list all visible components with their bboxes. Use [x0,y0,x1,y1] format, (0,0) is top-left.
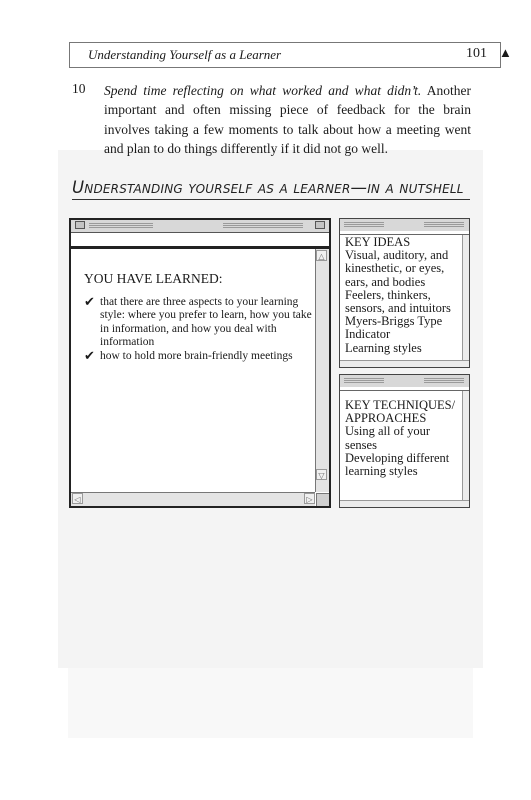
list-item-number: 10 [72,81,86,96]
key-ideas-window [339,218,470,368]
horizontal-scrollbar[interactable] [71,492,315,506]
learned-list [84,296,312,363]
up-arrow-icon: ▲ [499,45,512,60]
list-item [84,350,312,363]
scroll-up-icon[interactable]: △ [316,250,327,261]
resize-handle-icon[interactable] [316,493,329,506]
window-title: KEY IDEAS [345,235,411,249]
list-item-body: Another important and often missing piece of feedback for the brain involves taking a few moments to talk about how a meeting went and plan to do things differently if it did not go well. [104,83,471,156]
list-item: Visual, auditory, and kinesthetic, or eyes, ears, and bodies [345,248,449,289]
vertical-scrollbar[interactable] [315,249,329,492]
titlebar-stripes [424,378,464,384]
zoom-box-icon[interactable] [315,221,325,229]
section-heading: Understanding yourself as a learner—in a nutshell [72,178,464,197]
scroll-down-icon[interactable]: ▽ [316,469,327,480]
list-item: Learning styles [345,340,422,355]
window-title: YOU HAVE LEARNED: [84,271,223,286]
titlebar-stripes [344,222,384,228]
window-content [340,235,462,360]
titlebar-stripes [424,222,464,228]
key-ideas-text [345,236,462,355]
key-techniques-text [345,399,462,478]
vertical-scrollbar[interactable] [462,235,469,360]
checkmark-icon: ✔ [84,348,95,364]
you-have-learned-window [69,218,331,508]
checkmark-icon: ✔ [84,295,95,310]
horizontal-scrollbar[interactable] [340,500,469,507]
vertical-scrollbar[interactable] [462,391,469,500]
list-item: Developing different learning styles [345,450,450,479]
list-item [84,296,312,350]
list-item-label: that there are three aspects to your learning style: where you prefer to learn, how you take in information, and how you deal with information [100,296,312,349]
list-item-lead: Spend time reflecting on what worked and what didn’t. [104,83,422,98]
list-item: Myers-Briggs Type Indicator [345,314,443,342]
window-toolbar [71,233,329,249]
titlebar-stripes [344,378,384,384]
page-number: 101 [466,46,487,61]
window-titlebar [71,220,329,233]
list-item-label: how to hold more brain-friendly meetings [100,349,293,362]
titlebar-stripes [223,223,303,229]
scroll-right-icon[interactable]: ▷ [304,493,315,504]
window-title: KEY TECHNIQUES/ APPROACHES [345,398,456,426]
window-content [340,391,462,500]
titlebar-stripes [89,223,153,229]
close-box-icon[interactable] [75,221,85,229]
key-techniques-window [339,374,470,508]
list-item: Feelers, thinkers, sensors, and intuitors [345,287,451,316]
scroll-left-icon[interactable]: ◁ [72,493,83,504]
horizontal-scrollbar[interactable] [340,360,469,367]
running-head [69,42,501,68]
heading-rule [72,199,470,200]
page-shading-lower [68,668,473,738]
running-head-title: Understanding Yourself as a Learner [88,47,282,62]
list-item: Using all of your senses [345,424,431,452]
window-content [71,249,317,492]
list-item-text [104,81,471,158]
